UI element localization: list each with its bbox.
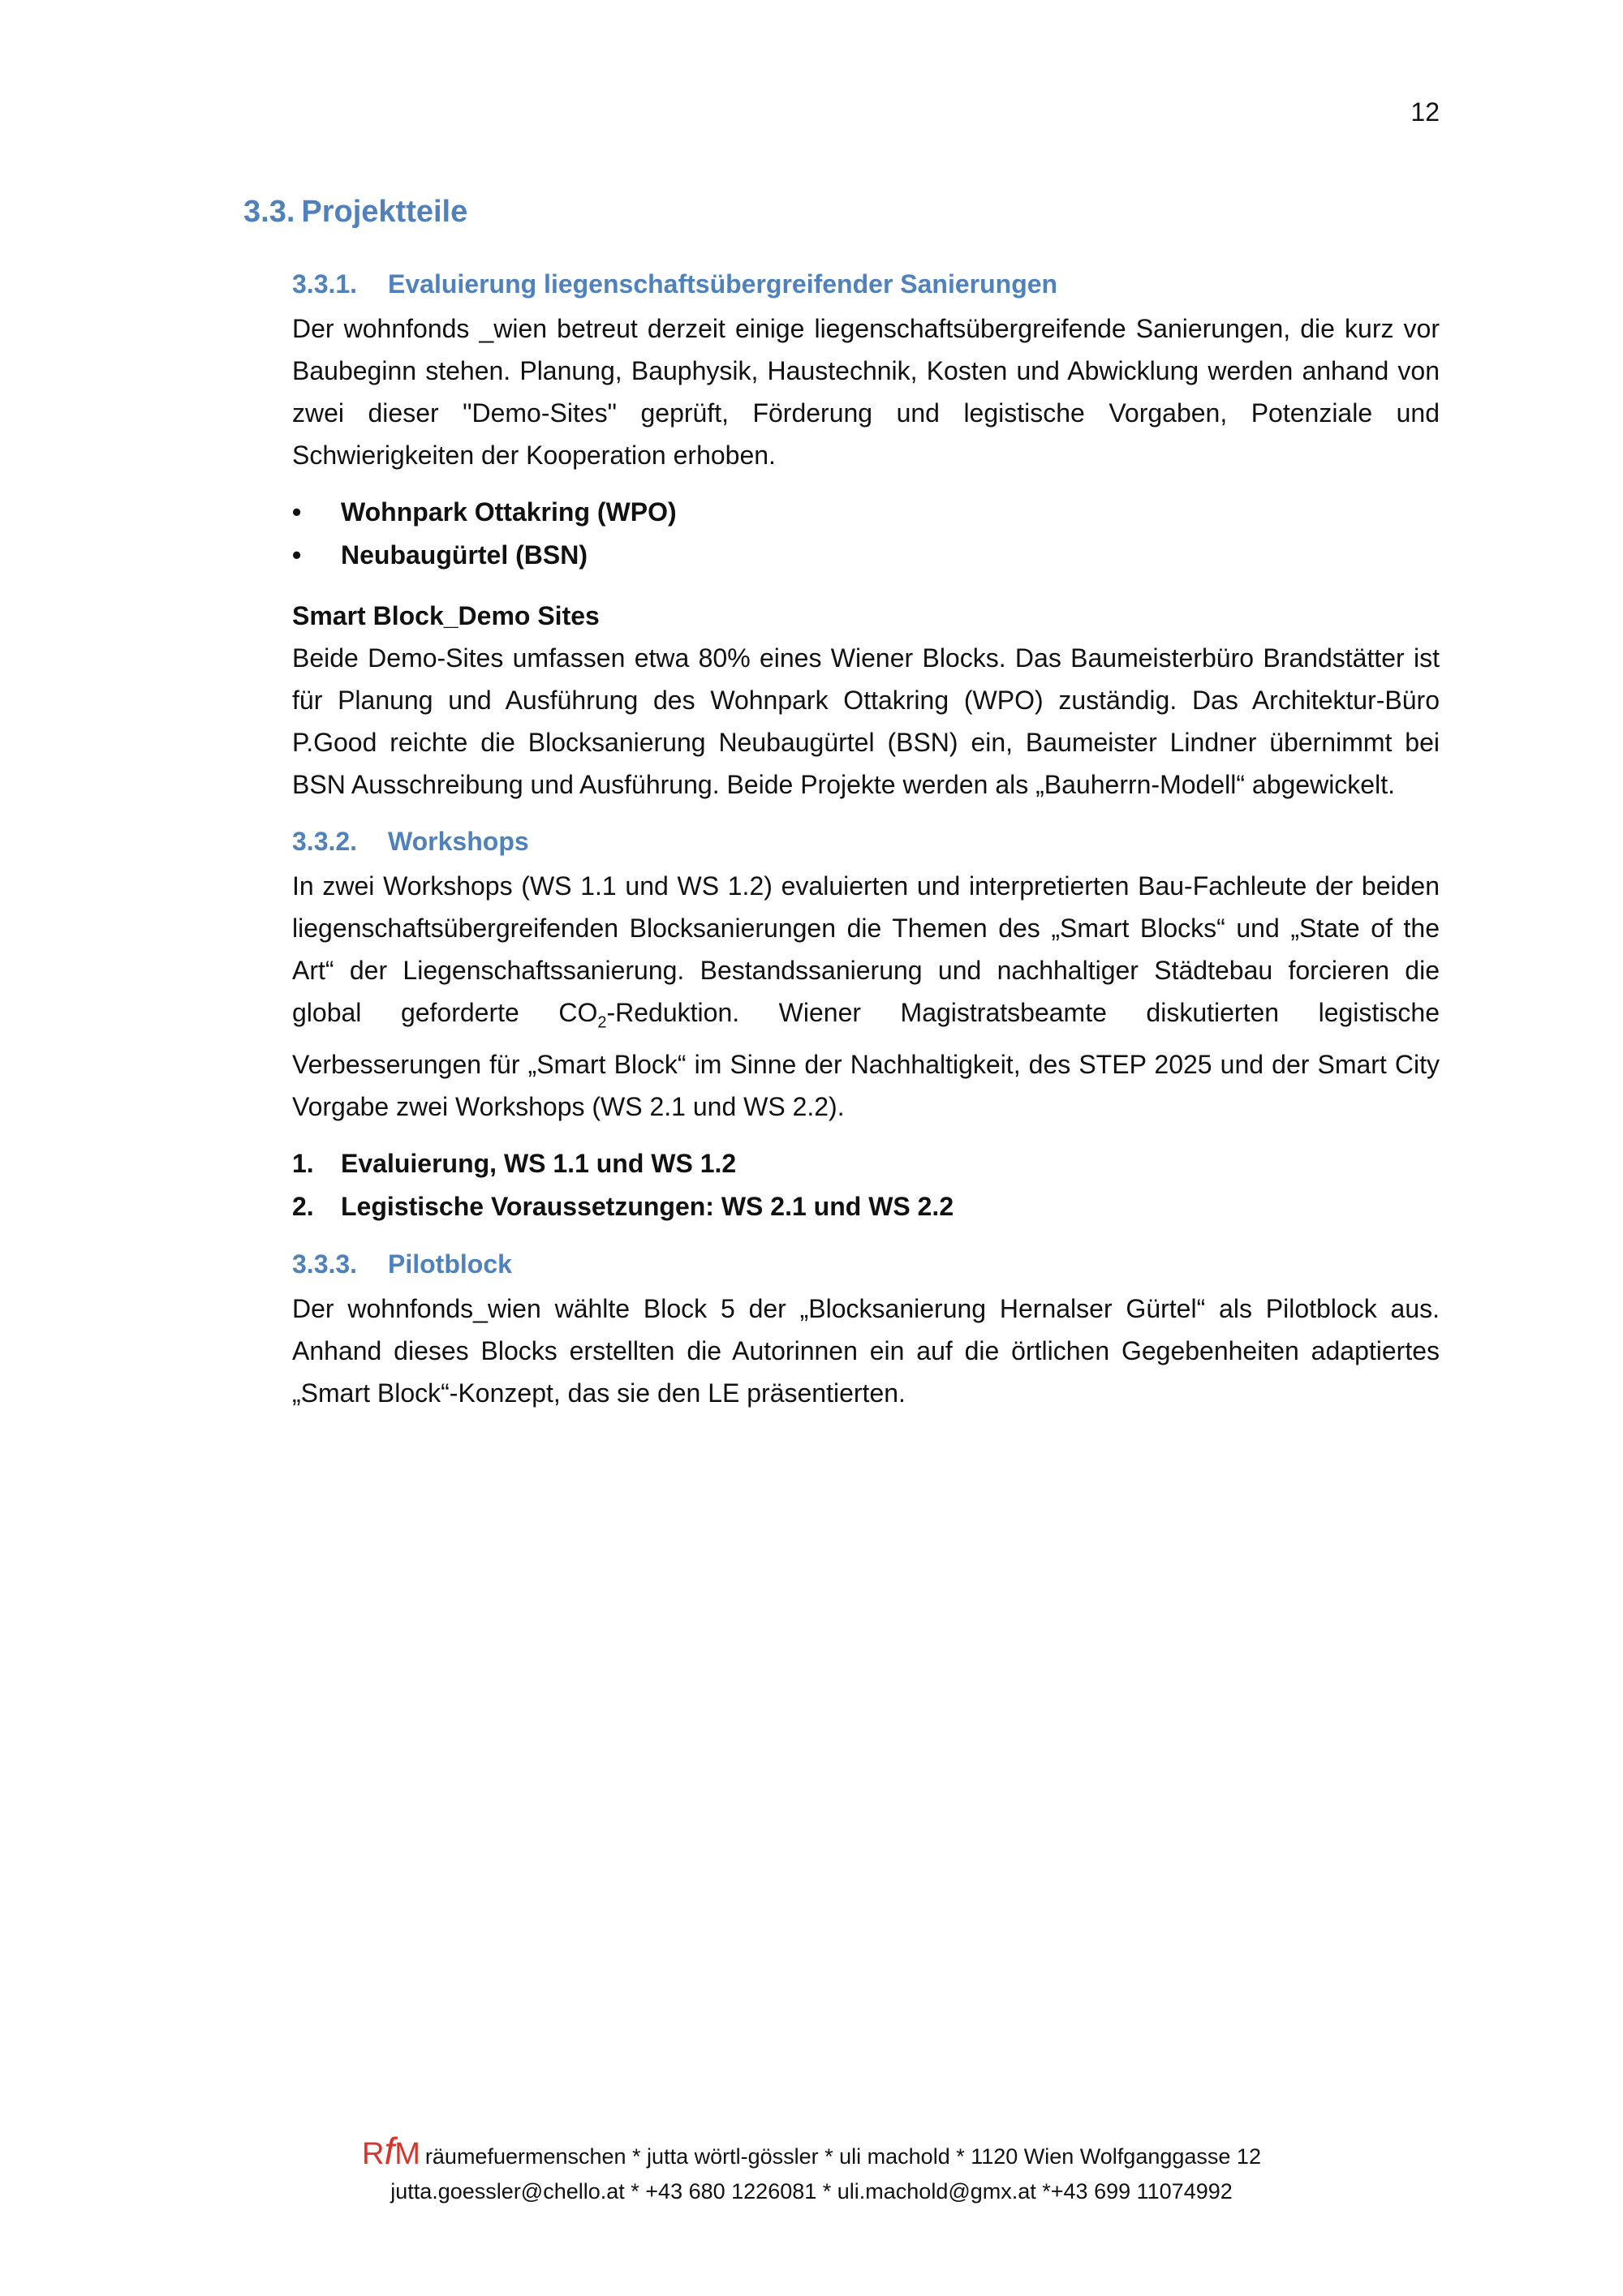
subsection-heading-1	[292, 269, 1440, 299]
paragraph-evaluierung: Der wohnfonds _wien betreut derzeit einige liegenschaftsübergreifende Sanierungen, die kurz vor Baubeginn stehen. Planung, Bauphysik, Haustechnik, Kosten und Abwicklung werden anhand von zwei dieser "Demo-Sites" geprüft, Förderung und legistische Vorgaben, Potenziale und Schwierigkeiten der Kooperation erhoben.	[292, 314, 1440, 470]
subsection-title-2: Workshops	[388, 827, 529, 856]
subsection-title-3: Pilotblock	[388, 1249, 512, 1279]
paragraph-workshops-part-a: In zwei Workshops (WS 1.1 und WS 1.2) evaluierten und interpretierten Bau-Fachleute der beiden liegenschaftsübergreifenden Blocksanierungen die Themen des „Smart Blocks“ und „State of the Art“ der Liegenschaftssanierung. Bestandssanierung und nachhaltiger Städtebau forcieren die global geforderte CO	[292, 871, 1440, 1027]
rfm-logo-icon: RfM	[362, 2130, 420, 2172]
section-heading	[243, 195, 467, 230]
numbered-list	[292, 1142, 1440, 1228]
subsection-heading-2	[292, 827, 1440, 857]
list-number: 1.	[292, 1149, 314, 1179]
bullet-list	[292, 491, 1440, 577]
bullet-text: Neubaugürtel (BSN)	[341, 540, 588, 570]
section-title: Projektteile	[301, 195, 468, 229]
co2-subscript: 2	[597, 1013, 607, 1032]
subsection-workshops	[292, 827, 1440, 1228]
paragraph-workshops-part-b: -Reduktion. Wiener Magistratsbeamte diskutierten legistische Verbesserungen für „Smart Block“ im Sinne der Nachhaltigkeit, des STEP 2025 und der Smart City Vorgabe zwei Workshops (WS 2.1 und WS 2.2).	[292, 998, 1440, 1122]
footer-address: räumefuermenschen * jutta wörtl-gössler * uli machold * 1120 Wien Wolfganggasse 12	[424, 2144, 1261, 2169]
subsection-pilotblock	[292, 1249, 1440, 1414]
bullet-text: Wohnpark Ottakring (WPO)	[341, 497, 677, 527]
list-text: Legistische Voraussetzungen: WS 2.1 und WS 2.2	[341, 1192, 954, 1222]
paragraph-demo-sites: Beide Demo-Sites umfassen etwa 80% eines Wiener Blocks. Das Baumeisterbüro Brandstätter ist für Planung und Ausführung des Wohnpark Ottakring (WPO) zuständig. Das Architektur-Büro P.Good reichte die Blocksanierung Neubaugürtel (BSN) ein, Baumeister Lindner übernimmt bei BSN Ausschreibung und Ausführung. Beide Projekte werden als „Bauherrn-Modell“ abgewickelt.	[292, 643, 1440, 799]
bullet-icon: •	[292, 497, 302, 527]
list-item	[292, 491, 1440, 534]
subsection-title-1: Evaluierung liegenschaftsübergreifender Sanierungen	[388, 269, 1058, 299]
section-number: 3.3.	[243, 195, 295, 229]
bullet-icon: •	[292, 540, 302, 570]
list-item	[292, 534, 1440, 577]
footer-line-1	[0, 2129, 1623, 2173]
list-item	[292, 1185, 1440, 1228]
footer-contact: jutta.goessler@chello.at * +43 680 1226081 * uli.machold@gmx.at *+43 699 11074992	[390, 2179, 1233, 2204]
page-content	[292, 269, 1440, 1414]
subsection-number-1: 3.3.1.	[292, 269, 358, 299]
page-number: 12	[1410, 97, 1440, 127]
list-text: Evaluierung, WS 1.1 und WS 1.2	[341, 1149, 737, 1179]
list-item	[292, 1142, 1440, 1185]
paragraph-pilotblock: Der wohnfonds_wien wählte Block 5 der „Blocksanierung Hernalser Gürtel“ als Pilotblock aus. Anhand dieses Blocks erstellten die Autorinnen ein auf die örtlichen Gegebenheiten adaptiertes „Smart Block“-Konzept, das sie den LE präsentierten.	[292, 1294, 1440, 1408]
list-number: 2.	[292, 1192, 314, 1222]
subsection-number-3: 3.3.3.	[292, 1249, 358, 1279]
paragraph-workshops	[292, 865, 1440, 1128]
subsection-heading-3	[292, 1249, 1440, 1279]
subsection-number-2: 3.3.2.	[292, 827, 358, 856]
demo-sites-subheading: Smart Block_Demo Sites	[292, 601, 600, 630]
